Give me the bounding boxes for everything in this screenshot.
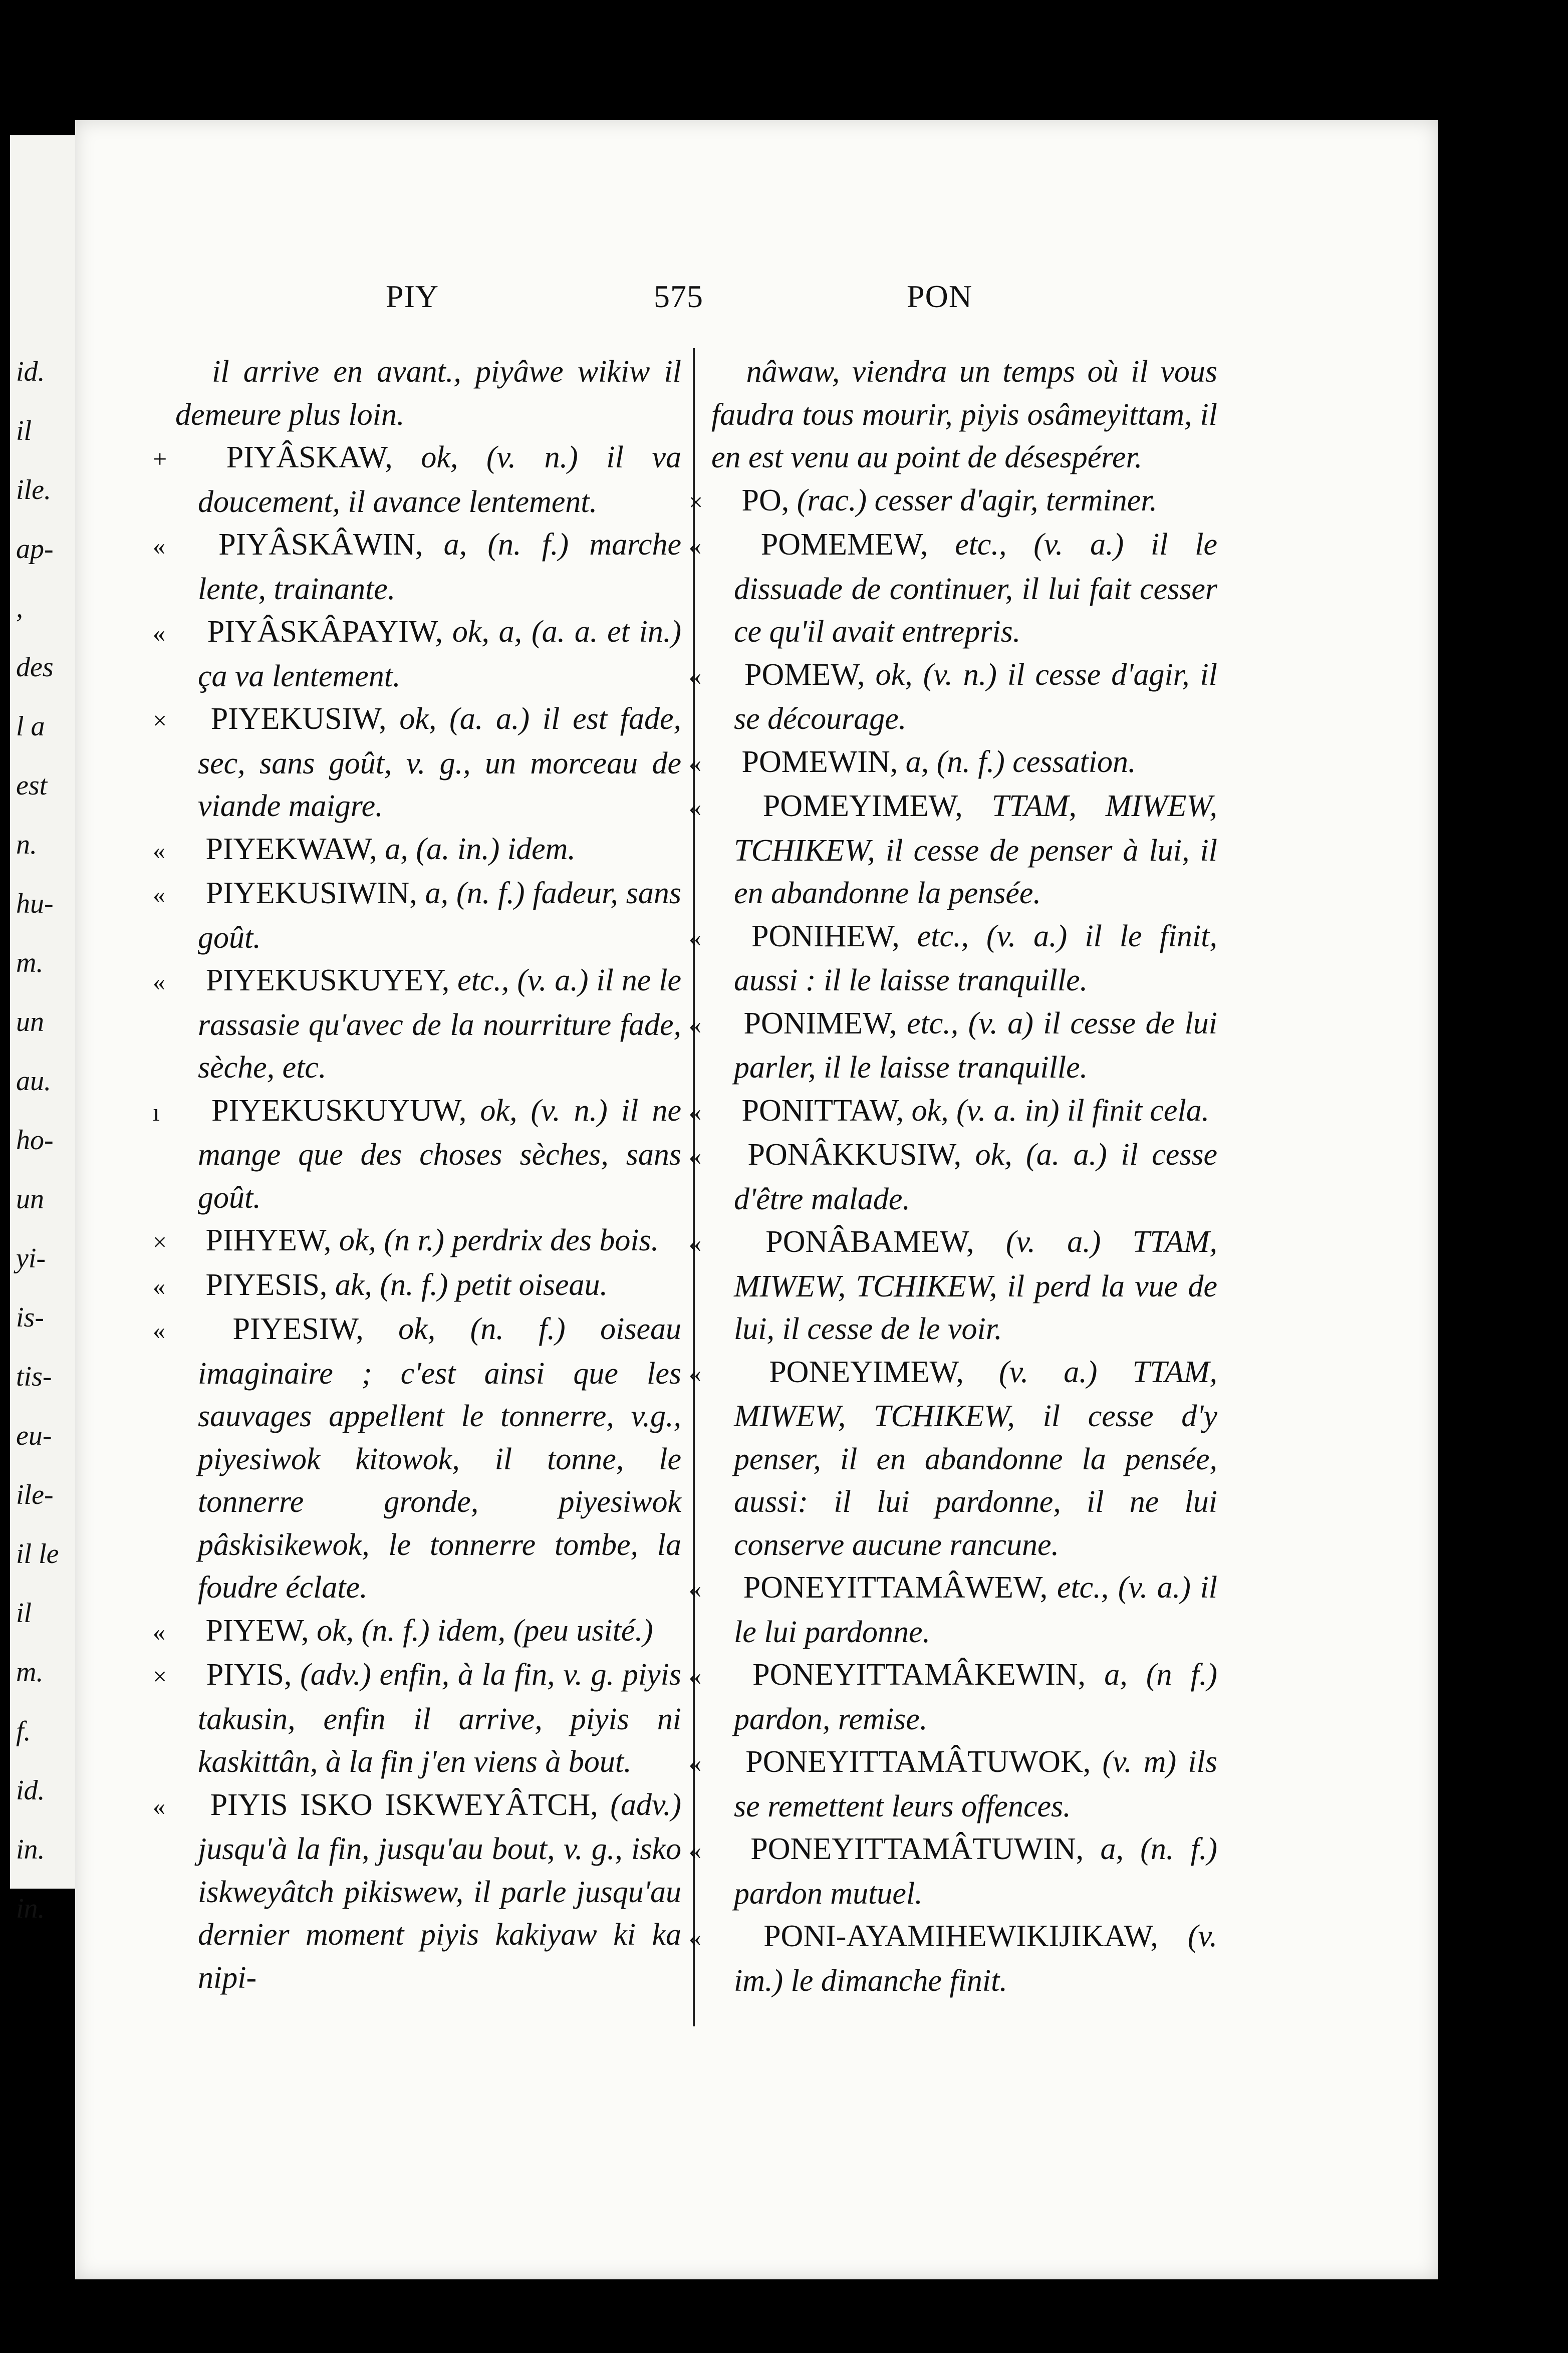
- headword: PIYEKUSKUYEY,: [205, 963, 450, 997]
- dictionary-entry: [153, 959, 682, 1090]
- entry-mark: «: [689, 532, 701, 560]
- definition: fadeur, sans goût.: [198, 876, 682, 955]
- grammar-note: ok, (v. n.): [421, 440, 578, 474]
- entry-mark: «: [153, 1272, 165, 1300]
- headword: PONEYITTAMÂWEW,: [743, 1571, 1048, 1605]
- entry-mark: «: [153, 1792, 165, 1820]
- definition: il ne mange que des choses sèches, sans goût.: [198, 1093, 681, 1215]
- grammar-note: ok, (a. a.): [975, 1138, 1107, 1172]
- entry-mark: «: [689, 1575, 701, 1603]
- entry-mark: «: [153, 619, 165, 647]
- dictionary-entry: [689, 741, 1217, 786]
- margin-fragment: in.: [16, 1893, 45, 1924]
- headword: POMEWIN,: [741, 744, 898, 779]
- headword: PONEYITTAMÂTUWOK,: [745, 1745, 1091, 1779]
- dictionary-entry: [153, 1654, 682, 1784]
- page-number: 575: [654, 279, 703, 314]
- entry-mark: ×: [689, 487, 703, 516]
- dictionary-entry: [711, 351, 1217, 479]
- margin-fragment: m.: [16, 1657, 44, 1688]
- entry-mark: «: [153, 836, 165, 865]
- entry-mark: «: [153, 1317, 165, 1345]
- margin-fragment: n.: [16, 829, 37, 860]
- entry-mark: «: [153, 881, 165, 909]
- grammar-note: a, (n. f.): [443, 528, 569, 562]
- dictionary-entry: [689, 654, 1217, 741]
- definition: ils se remettent leurs offences.: [734, 1745, 1218, 1823]
- margin-fragment: l a: [16, 711, 45, 742]
- entry-mark: «: [153, 532, 165, 560]
- headword: POMEW,: [744, 657, 865, 692]
- dictionary-entry: [689, 1351, 1217, 1567]
- entry-mark: «: [689, 1229, 701, 1257]
- definition: cessation.: [1012, 744, 1136, 779]
- grammar-note: ak, (n. f.): [335, 1267, 448, 1302]
- dictionary-entry: [153, 698, 682, 828]
- grammar-note: ok, (n r.): [339, 1223, 444, 1257]
- dictionary-entry: [689, 1221, 1218, 1351]
- headword: PIYIS,: [206, 1658, 292, 1692]
- headword: PONIHEW,: [751, 919, 900, 953]
- margin-fragment: ap-: [16, 534, 54, 565]
- entry-mark: «: [689, 1010, 701, 1039]
- definition: cesser d'agir, terminer.: [874, 483, 1158, 517]
- headword: PIYESIS,: [205, 1267, 328, 1302]
- definition: idem.: [507, 832, 576, 866]
- grammar-note: a, (a. in.): [385, 832, 500, 866]
- entry-mark: «: [689, 1837, 701, 1865]
- entry-mark: «: [689, 662, 701, 690]
- dictionary-entry: [689, 1654, 1218, 1741]
- grammar-note: a, (n f.): [1104, 1658, 1218, 1692]
- definition: il le finit, aussi : il le laisse tranquille.: [734, 919, 1218, 997]
- dictionary-entry: [153, 1610, 681, 1654]
- margin-fragment: ile.: [16, 474, 51, 505]
- dictionary-entry: [153, 611, 682, 698]
- entry-mark: ×: [153, 1228, 167, 1256]
- margin-fragment: des: [16, 652, 54, 683]
- entry-mark: ×: [153, 706, 167, 734]
- headword: PONITTAW,: [741, 1093, 904, 1128]
- headword: PONÂBAMEW,: [765, 1225, 974, 1259]
- definition: il va doucement, il avance lentement.: [198, 440, 682, 519]
- entry-mark: «: [689, 1359, 701, 1388]
- grammar-note: ok, (n. f.): [398, 1312, 566, 1346]
- entry-mark: «: [689, 1924, 701, 1952]
- definition: il le dissuade de continuer, il lui fait cesser ce qu'il avait entrepris.: [734, 528, 1218, 649]
- entry-mark: «: [689, 794, 701, 822]
- right-column: [689, 351, 1218, 2002]
- grammar-note: ok, (n. f.): [317, 1613, 430, 1648]
- headword: PONEYITTAMÂTUWIN,: [750, 1832, 1084, 1866]
- headword: PIYEKUSIWIN,: [205, 876, 417, 910]
- margin-fragment: il: [16, 415, 32, 446]
- grammar-note: a, (n. f.): [425, 876, 525, 910]
- definition: enfin, à la fin, v. g. piyis takusin, enfin il arrive, piyis ni kaskittân, à la fin j'en viens à bout.: [198, 1658, 682, 1779]
- definition: il le lui pardonne.: [734, 1571, 1218, 1649]
- headword: PIYIS ISKO ISKWEYÂTCH,: [210, 1787, 598, 1822]
- definition: nâwaw, viendra un temps où il vous faudra tous mourir, piyis osâmeyittam, il en est venu au point de désespérer.: [711, 355, 1217, 474]
- definition: il ne le rassasie qu'avec de la nourriture fade, sèche, etc.: [198, 963, 682, 1085]
- definition: ça va lentement.: [198, 659, 401, 693]
- entry-mark: ı: [153, 1098, 160, 1126]
- entry-mark: +: [153, 445, 167, 473]
- dictionary-entry: [153, 1308, 681, 1610]
- headword: PIYEKUSIW,: [210, 702, 387, 736]
- entry-mark: «: [689, 1098, 701, 1126]
- dictionary-entry: [153, 828, 681, 873]
- margin-fragment: yi-: [16, 1243, 46, 1274]
- headword: PIYÂSKÂPAYIW,: [207, 615, 443, 649]
- dictionary-entry: [689, 1566, 1218, 1654]
- margin-fragment: il: [16, 1598, 32, 1629]
- dictionary-entry: [689, 1828, 1218, 1915]
- headword: PONEYITTAMÂKEWIN,: [752, 1658, 1086, 1692]
- entry-mark: «: [689, 923, 701, 952]
- grammar-note: etc., (v. a): [906, 1006, 1033, 1040]
- headword: PO,: [741, 483, 790, 517]
- grammar-note: (adv.): [610, 1787, 682, 1822]
- margin-fragment: ile-: [16, 1479, 54, 1510]
- margin-fragment: est: [16, 770, 48, 801]
- margin-fragment: hu-: [16, 888, 54, 919]
- definition: il cesse de penser à lui, il en abandonne la pensée.: [734, 833, 1218, 910]
- grammar-note: etc., (v. a.): [457, 963, 589, 997]
- grammar-note: a, (n. f.): [905, 744, 1005, 779]
- headword: PONEYIMEW,: [769, 1355, 964, 1389]
- dictionary-entry: [689, 915, 1218, 1002]
- headword: PIYEKUSKUYUW,: [211, 1093, 467, 1128]
- headword: PIHYEW,: [205, 1223, 332, 1257]
- margin-fragment: tis-: [16, 1361, 52, 1392]
- entry-mark: «: [153, 1618, 165, 1646]
- dictionary-entry: [689, 479, 1217, 524]
- header-right-guide-word: PON: [907, 279, 973, 314]
- definition: marche lente, trainante.: [198, 528, 681, 606]
- margin-fragment: in.: [16, 1834, 45, 1865]
- definition: perdrix des bois.: [452, 1223, 659, 1257]
- dictionary-entry: [689, 1741, 1218, 1828]
- margin-fragment: id.: [16, 356, 45, 387]
- dictionary-entry: [153, 524, 681, 611]
- margin-fragment: il le: [16, 1538, 59, 1570]
- headword: PIYÂSKAW,: [226, 440, 393, 474]
- margin-fragment: id.: [16, 1775, 45, 1806]
- grammar-note: ok, a, (a. a. et in.): [452, 615, 682, 649]
- grammar-note: ok, (v. a. in): [911, 1093, 1060, 1128]
- definition: il cesse de lui parler, il le laisse tranquille.: [734, 1006, 1218, 1085]
- grammar-note: ok, (v. n.): [875, 657, 997, 692]
- margin-fragment: un: [16, 1184, 44, 1215]
- dictionary-entry: [153, 1264, 681, 1309]
- grammar-note: (v. a.) TTAM, MIWEW, TCHIKEW,: [734, 1355, 1217, 1433]
- entry-mark: «: [153, 968, 165, 996]
- margin-fragment: eu-: [16, 1420, 52, 1451]
- grammar-note: (v. m): [1102, 1745, 1177, 1779]
- dictionary-entry: [689, 1915, 1218, 2002]
- dictionary-entry: [153, 1219, 681, 1264]
- headword: POMEYIMEW,: [762, 789, 963, 823]
- grammar-note: etc., (v. a.): [1057, 1571, 1191, 1605]
- headword: PIYESIW,: [232, 1312, 364, 1346]
- headword: PIYÂSKÂWIN,: [218, 528, 423, 562]
- margin-fragment: m.: [16, 947, 44, 978]
- grammar-note: (adv.): [300, 1658, 371, 1692]
- entry-mark: «: [689, 749, 701, 777]
- definition: il cesse d'y penser, il en abandonne la pensée, aussi: il lui pardonne, il ne lui conserve aucune rancune.: [734, 1399, 1217, 1562]
- headword: POMEMEW,: [760, 528, 928, 562]
- grammar-note: (rac.): [797, 483, 867, 517]
- grammar-note: ok, (v. n.): [480, 1093, 608, 1128]
- definition: il finit cela.: [1067, 1093, 1210, 1128]
- grammar-note: (v. im.): [734, 1919, 1218, 1998]
- definition: pardon, remise.: [734, 1702, 928, 1736]
- definition: il arrive en avant., piyâwe wikiw il demeure plus loin.: [175, 355, 682, 432]
- margin-fragment: is-: [16, 1302, 44, 1333]
- entry-mark: «: [689, 1142, 701, 1170]
- dictionary-entry: [153, 436, 682, 524]
- dictionary-entry: [689, 1090, 1217, 1134]
- entry-mark: «: [689, 1749, 701, 1777]
- header-left-guide-word: PIY: [386, 279, 439, 314]
- definition: petit oiseau.: [455, 1267, 608, 1302]
- definition: le dimanche finit.: [791, 1963, 1007, 1998]
- dictionary-entry: [689, 1002, 1218, 1090]
- dictionary-entry: [689, 1134, 1218, 1221]
- left-column: [153, 351, 682, 1999]
- definition: pardon mutuel.: [734, 1876, 923, 1911]
- grammar-note: (v. a.) TTAM, MIWEW, TCHIKEW,: [734, 1225, 1218, 1303]
- headword: PIYEW,: [205, 1613, 309, 1648]
- grammar-note: ok, (a. a.): [399, 702, 530, 736]
- definition: idem, (peu usité.): [437, 1613, 653, 1648]
- dictionary-entry: [689, 524, 1218, 654]
- definition: jusqu'à la fin, jusqu'au bout, v. g., isko iskweyâtch pikiswew, il parle jusqu'au dernier moment piyis kakiyaw ki ka nipi-: [198, 1832, 681, 1995]
- margin-fragment: f.: [16, 1716, 31, 1747]
- dictionary-entry: [175, 351, 681, 436]
- grammar-note: TTAM, MIWEW, TCHIKEW,: [734, 789, 1218, 868]
- margin-fragment: ho-: [16, 1125, 54, 1156]
- definition: il cesse d'agir, il se décourage.: [734, 657, 1217, 736]
- definition: il perd la vue de lui, il cesse de le voir.: [734, 1269, 1217, 1346]
- dictionary-entry: [153, 872, 682, 959]
- headword: PIYEKWAW,: [205, 832, 377, 866]
- margin-fragment: ,: [16, 593, 23, 624]
- entry-mark: «: [689, 1662, 701, 1690]
- definition: il est fade, sec, sans goût, v. g., un morceau de viande maigre.: [198, 702, 682, 823]
- dictionary-entry: [153, 1090, 681, 1220]
- grammar-note: etc., (v. a.): [917, 919, 1068, 953]
- grammar-note: a, (n. f.): [1100, 1832, 1218, 1866]
- dictionary-entry: [689, 785, 1218, 915]
- definition: oiseau imaginaire ; c'est ainsi que les sauvages appellent le tonnerre, v.g., piyesiwok kitowok, il tonne, le tonnerre gronde, piyesiwok pâskisikewok, le tonnerre tombe, la foudre éclate.: [198, 1312, 681, 1605]
- headword: PONIMEW,: [743, 1006, 897, 1040]
- entry-mark: ×: [153, 1662, 167, 1690]
- grammar-note: etc., (v. a.): [955, 528, 1124, 562]
- margin-fragment: au.: [16, 1066, 51, 1097]
- headword: PONI-AYAMIHEWIKIJIKAW,: [763, 1919, 1158, 1953]
- definition: il cesse d'être malade.: [734, 1138, 1218, 1216]
- margin-fragment: un: [16, 1006, 44, 1037]
- headword: PONÂKKUSIW,: [747, 1138, 962, 1172]
- dictionary-entry: [153, 1784, 682, 2000]
